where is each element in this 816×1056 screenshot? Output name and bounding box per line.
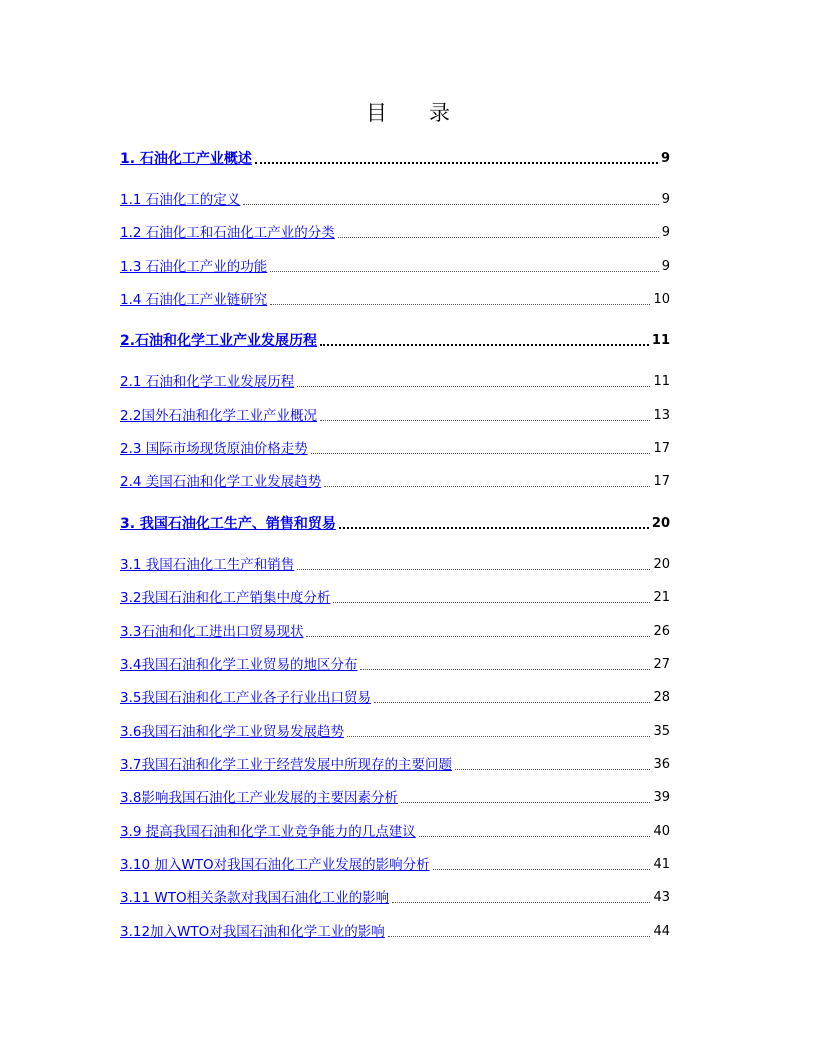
page-number: 17 — [653, 474, 670, 489]
toc-entry[interactable] — [120, 328, 670, 350]
dot-leader — [338, 236, 659, 238]
toc-entry[interactable] — [120, 585, 670, 607]
toc-entry[interactable] — [120, 403, 670, 425]
toc-entry-link[interactable]: 1.3 石油化工产业的功能 — [120, 259, 268, 275]
toc-entry[interactable] — [120, 919, 670, 941]
toc-entry[interactable] — [120, 511, 670, 533]
toc-entry[interactable] — [120, 287, 670, 309]
toc-entry-link[interactable]: 3.11 WTO相关条款对我国石油化工业的影响 — [120, 890, 390, 906]
toc-entry[interactable] — [120, 146, 670, 168]
toc-entry-link[interactable]: 3.1 我国石油化工生产和销售 — [120, 557, 295, 573]
toc-entry-link[interactable]: 2.2国外石油和化学工业产业概况 — [120, 408, 317, 424]
toc-entry[interactable] — [120, 220, 670, 242]
dot-leader — [347, 735, 650, 737]
dot-leader — [360, 668, 650, 670]
page-number: 36 — [653, 757, 670, 772]
toc-entry-link[interactable]: 3.5我国石油和化工产业各子行业出口贸易 — [120, 690, 371, 706]
toc-entry-link[interactable]: 3.8影响我国石油化工产业发展的主要因素分析 — [120, 790, 398, 806]
toc-entry[interactable] — [120, 469, 670, 491]
dot-leader — [311, 452, 651, 454]
toc-entry[interactable] — [120, 852, 670, 874]
toc-entry[interactable] — [120, 819, 670, 841]
toc-entry-link[interactable]: 1.2 石油化工和石油化工产业的分类 — [120, 225, 335, 241]
page-number: 20 — [653, 557, 670, 572]
dot-leader — [388, 935, 651, 937]
page-number: 9 — [660, 151, 670, 166]
toc-entry-link[interactable]: 3.12加入WTO对我国石油和化学工业的影响 — [120, 924, 385, 940]
page-number: 13 — [653, 408, 670, 423]
page-number: 10 — [653, 292, 670, 307]
toc-entry[interactable] — [120, 685, 670, 707]
dot-leader — [270, 270, 658, 272]
dot-leader — [243, 203, 658, 205]
page-number: 41 — [653, 857, 670, 872]
dot-leader — [419, 835, 651, 837]
dot-leader — [374, 701, 650, 703]
page-number: 21 — [653, 590, 670, 605]
page-title: 目 录 — [366, 101, 450, 125]
page-number: 9 — [661, 259, 670, 274]
toc-entry[interactable] — [120, 885, 670, 907]
toc-entry-link[interactable]: 1.1 石油化工的定义 — [120, 192, 241, 208]
toc-entry-link[interactable]: 3.4我国石油和化学工业贸易的地区分布 — [120, 657, 358, 673]
toc-entry-link[interactable]: 1.4 石油化工产业链研究 — [120, 292, 268, 308]
dot-leader — [297, 568, 650, 570]
toc-entry[interactable] — [120, 719, 670, 741]
dot-leader — [455, 768, 650, 770]
page-number: 26 — [653, 624, 670, 639]
toc-entry-link[interactable]: 3. 我国石油化工生产、销售和贸易 — [120, 516, 336, 532]
dot-leader — [392, 901, 650, 903]
page-number: 17 — [653, 441, 670, 456]
toc-entry[interactable] — [120, 436, 670, 458]
page-number: 35 — [653, 724, 670, 739]
dot-leader — [320, 343, 649, 346]
page-number: 20 — [651, 516, 670, 531]
toc-entry[interactable] — [120, 785, 670, 807]
dot-leader — [401, 801, 650, 803]
page-number: 9 — [661, 225, 670, 240]
toc-entry-link[interactable]: 3.2我国石油和化工产销集中度分析 — [120, 590, 331, 606]
toc-entry-link[interactable]: 1. 石油化工产业概述 — [120, 151, 252, 167]
page-number: 43 — [653, 890, 670, 905]
page-number: 40 — [653, 824, 670, 839]
dot-leader — [339, 526, 649, 529]
toc-entry-link[interactable]: 2.3 国际市场现货原油价格走势 — [120, 441, 308, 457]
toc-entry[interactable] — [120, 552, 670, 574]
toc-entry[interactable] — [120, 652, 670, 674]
page-number: 39 — [653, 790, 670, 805]
page-number: 11 — [653, 374, 670, 389]
toc-entry[interactable] — [120, 752, 670, 774]
dot-leader — [306, 635, 650, 637]
dot-leader — [320, 419, 650, 421]
toc-entry-link[interactable]: 3.7我国石油和化学工业于经营发展中所现存的主要问题 — [120, 757, 452, 773]
dot-leader — [333, 601, 650, 603]
toc-entry-link[interactable]: 2.1 石油和化学工业发展历程 — [120, 374, 295, 390]
toc-entry[interactable] — [120, 369, 670, 391]
toc-entry[interactable] — [120, 254, 670, 276]
page-number: 11 — [651, 333, 670, 348]
page-number: 9 — [661, 192, 670, 207]
toc-entry-link[interactable]: 3.10 加入WTO对我国石油化工产业发展的影响分析 — [120, 857, 430, 873]
toc-entry[interactable] — [120, 619, 670, 641]
page-number: 44 — [653, 924, 670, 939]
dot-leader — [324, 485, 650, 487]
toc-entry-link[interactable]: 3.9 提高我国石油和化学工业竞争能力的几点建议 — [120, 824, 416, 840]
toc-entry[interactable] — [120, 187, 670, 209]
toc-entry-link[interactable]: 3.6我国石油和化学工业贸易发展趋势 — [120, 724, 344, 740]
dot-leader — [270, 303, 650, 305]
dot-leader — [297, 385, 650, 387]
page-number: 28 — [653, 690, 670, 705]
dot-leader — [433, 868, 651, 870]
toc-entry-link[interactable]: 2.石油和化学工业产业发展历程 — [120, 333, 318, 349]
page-number: 27 — [653, 657, 670, 672]
dot-leader — [255, 161, 658, 164]
toc-entry-link[interactable]: 3.3石油和化工进出口贸易现状 — [120, 624, 304, 640]
toc-entry-link[interactable]: 2.4 美国石油和化学工业发展趋势 — [120, 474, 322, 490]
